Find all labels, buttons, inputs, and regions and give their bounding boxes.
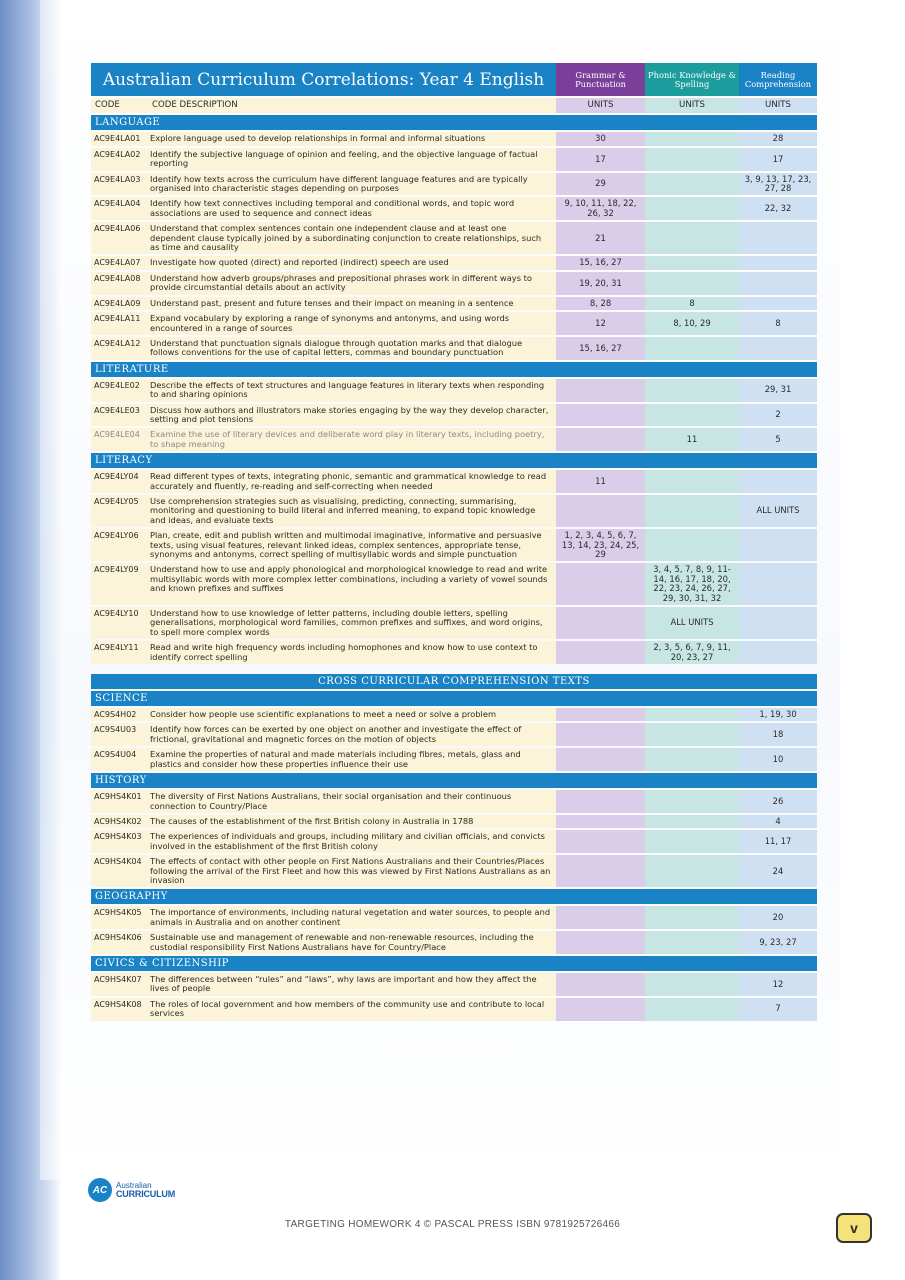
phonic-units-cell	[645, 272, 739, 295]
table-row	[91, 748, 817, 771]
grammar-units-cell: 8, 28	[556, 297, 645, 310]
phonic-units-cell	[645, 748, 739, 771]
phonic-units-cell	[645, 173, 739, 196]
table-row	[91, 708, 817, 721]
grammar-units-cell	[556, 855, 645, 887]
phonic-units-cell	[645, 197, 739, 220]
grammar-units-cell	[556, 563, 645, 605]
grammar-units-cell	[556, 708, 645, 721]
phonic-units-cell	[645, 337, 739, 360]
description-cell: Discuss how authors and illustrators make stories engaging by the way they develop character, setting and plot tensions	[148, 404, 556, 427]
grammar-units-cell: 30	[556, 132, 645, 145]
page-number-badge: v	[836, 1213, 872, 1243]
section-header-row	[91, 453, 817, 468]
table-row	[91, 830, 817, 853]
phonic-units-label: UNITS	[645, 98, 739, 113]
table-row	[91, 563, 817, 605]
phonic-units-cell: 8	[645, 297, 739, 310]
description-cell: Understand past, present and future tenses and their impact on meaning in a sentence	[148, 297, 556, 310]
grammar-units-cell: 21	[556, 222, 645, 254]
table-row	[91, 470, 817, 493]
table-row	[91, 256, 817, 269]
grammar-units-cell: 15, 16, 27	[556, 256, 645, 269]
reading-units-cell: 4	[739, 815, 817, 828]
reading-units-cell: 29, 31	[739, 379, 817, 402]
grammar-units-cell	[556, 428, 645, 451]
reading-units-cell	[739, 470, 817, 493]
code-cell: AC9E4LA02	[91, 148, 148, 171]
code-cell: AC9HS4K03	[91, 830, 148, 853]
code-cell: AC9E4LY09	[91, 563, 148, 605]
phonic-units-cell	[645, 148, 739, 171]
code-cell: AC9HS4K07	[91, 973, 148, 996]
section-header-row	[91, 115, 817, 130]
description-cell: Understand how to use knowledge of letter patterns, including double letters, spelling generalisations, morphological word families, common prefixes and suffixes, and word origins, to spell more complex words	[148, 607, 556, 639]
table-row	[91, 607, 817, 639]
reading-units-cell	[739, 607, 817, 639]
phonic-units-cell	[645, 379, 739, 402]
phonic-units-cell	[645, 222, 739, 254]
phonic-units-cell	[645, 529, 739, 561]
code-cell: AC9E4LY04	[91, 470, 148, 493]
reading-units-cell: 11, 17	[739, 830, 817, 853]
table-row	[91, 379, 817, 402]
phonic-units-cell	[645, 470, 739, 493]
cross-sections	[91, 691, 817, 1021]
phonic-column-header: Phonic Knowledge & Spelling	[645, 63, 739, 96]
reading-units-cell	[739, 641, 817, 664]
reading-units-cell: 24	[739, 855, 817, 887]
code-cell: AC9E4LA11	[91, 312, 148, 335]
description-cell: Read different types of texts, integrating phonic, semantic and grammatical knowledge to read accurately and fluently, re-reading and self-correcting when needed	[148, 470, 556, 493]
code-cell: AC9E4LE04	[91, 428, 148, 451]
section-title: LANGUAGE	[91, 115, 817, 130]
section-title: SCIENCE	[91, 691, 817, 706]
code-cell: AC9S4H02	[91, 708, 148, 721]
grammar-units-cell: 29	[556, 173, 645, 196]
description-cell: The importance of environments, including natural vegetation and water sources, to people and animals in Australia and on another continent	[148, 906, 556, 929]
section-header-row	[91, 362, 817, 377]
grammar-units-cell	[556, 641, 645, 664]
grammar-units-cell	[556, 379, 645, 402]
code-cell: AC9E4LY10	[91, 607, 148, 639]
grammar-units-cell	[556, 790, 645, 813]
reading-units-cell: ALL UNITS	[739, 495, 817, 527]
code-label: CODE	[91, 98, 148, 113]
reading-units-cell: 5	[739, 428, 817, 451]
cross-curricular-banner: CROSS CURRICULAR COMPREHENSION TEXTS	[91, 674, 817, 689]
description-cell: The causes of the establishment of the first British colony in Australia in 1788	[148, 815, 556, 828]
grammar-units-label: UNITS	[556, 98, 645, 113]
description-cell: Investigate how quoted (direct) and reported (indirect) speech are used	[148, 256, 556, 269]
code-cell: AC9E4LA09	[91, 297, 148, 310]
grammar-units-cell: 12	[556, 312, 645, 335]
correlations-table	[91, 61, 817, 1023]
phonic-units-cell	[645, 931, 739, 954]
reading-units-cell	[739, 529, 817, 561]
reading-units-cell: 10	[739, 748, 817, 771]
description-cell: Describe the effects of text structures and language features in literary texts when responding to and sharing opinions	[148, 379, 556, 402]
phonic-units-cell	[645, 132, 739, 145]
table-row	[91, 312, 817, 335]
footer-publisher-text: TARGETING HOMEWORK 4 © PASCAL PRESS ISBN 9781925726466	[284, 1219, 621, 1230]
reading-units-cell: 9, 23, 27	[739, 931, 817, 954]
phonic-units-cell: 11	[645, 428, 739, 451]
reading-units-cell	[739, 256, 817, 269]
phonic-units-cell	[645, 830, 739, 853]
description-cell: Identify how texts across the curriculum have different language features and are typically organised into characteristic stages depending on purposes	[148, 173, 556, 196]
description-cell: Identify how forces can be exerted by one object on another and investigate the effect of frictional, gravitational and magnetic forces on the motion of objects	[148, 723, 556, 746]
code-description-label: CODE DESCRIPTION	[148, 98, 556, 113]
reading-units-cell	[739, 337, 817, 360]
table-row	[91, 855, 817, 887]
grammar-units-cell	[556, 998, 645, 1021]
code-cell: AC9HS4K08	[91, 998, 148, 1021]
description-cell: The effects of contact with other people on First Nations Australians and their Countries/Places following the arrival of the First Fleet and how this was viewed by First Nations Australians as an invasion	[148, 855, 556, 887]
grammar-units-cell	[556, 973, 645, 996]
phonic-units-cell	[645, 973, 739, 996]
reading-units-cell: 20	[739, 906, 817, 929]
description-cell: Sustainable use and management of renewable and non-renewable resources, including the custodial responsibility First Nations Australians have for Country/Place	[148, 931, 556, 954]
reading-units-cell: 17	[739, 148, 817, 171]
code-cell: AC9E4LA06	[91, 222, 148, 254]
ac-logo-icon: AC	[88, 1178, 112, 1202]
reading-units-cell: 3, 9, 13, 17, 23, 27, 28	[739, 173, 817, 196]
section-header-row	[91, 691, 817, 706]
cross-banner-body	[91, 666, 817, 689]
description-cell: Expand vocabulary by exploring a range of synonyms and antonyms, and using words encountered in a range of sources	[148, 312, 556, 335]
reading-units-cell: 22, 32	[739, 197, 817, 220]
reading-units-cell: 2	[739, 404, 817, 427]
code-cell: AC9HS4K02	[91, 815, 148, 828]
table-row	[91, 495, 817, 527]
code-cell: AC9E4LA12	[91, 337, 148, 360]
phonic-units-cell	[645, 708, 739, 721]
grammar-units-cell	[556, 723, 645, 746]
phonic-units-cell	[645, 404, 739, 427]
main-sections	[91, 115, 817, 664]
grammar-units-cell	[556, 830, 645, 853]
reading-units-cell: 26	[739, 790, 817, 813]
reading-units-cell: 7	[739, 998, 817, 1021]
description-cell: Understand that punctuation signals dialogue through quotation marks and that dialogue follows conventions for the use of capital letters, commas and boundary punctuation	[148, 337, 556, 360]
table-row	[91, 404, 817, 427]
description-cell: Understand how to use and apply phonological and morphological knowledge to read and write multisyllabic words with more complex letter combinations, including a variety of vowel sounds and known prefixes and suffixes	[148, 563, 556, 605]
section-title: HISTORY	[91, 773, 817, 788]
grammar-units-cell	[556, 748, 645, 771]
phonic-units-cell	[645, 256, 739, 269]
grammar-units-cell: 19, 20, 31	[556, 272, 645, 295]
code-cell: AC9E4LA07	[91, 256, 148, 269]
section-title: GEOGRAPHY	[91, 889, 817, 904]
description-cell: Plan, create, edit and publish written and multimodal imaginative, informative and persuasive texts, using visual features, relevant linked ideas, complex sentences, appropriate tense, synonyms and antonyms, correct spelling of multisyllabic words and simple punctuation	[148, 529, 556, 561]
section-header-row	[91, 889, 817, 904]
australian-curriculum-logo	[88, 1178, 175, 1202]
grammar-units-cell: 11	[556, 470, 645, 493]
section-header-row	[91, 773, 817, 788]
description-cell: Examine the properties of natural and made materials including fibres, metals, glass and plastics and consider how these properties influence their use	[148, 748, 556, 771]
table-row	[91, 973, 817, 996]
description-cell: Identify how text connectives including temporal and conditional words, and topic word associations are used to sequence and connect ideas	[148, 197, 556, 220]
code-cell: AC9E4LE03	[91, 404, 148, 427]
phonic-units-cell: 8, 10, 29	[645, 312, 739, 335]
code-cell: AC9HS4K06	[91, 931, 148, 954]
phonic-units-cell: 3, 4, 5, 7, 8, 9, 11-14, 16, 17, 18, 20, 22, 23, 24, 26, 27, 29, 30, 31, 32	[645, 563, 739, 605]
table-row	[91, 790, 817, 813]
code-cell: AC9E4LA01	[91, 132, 148, 145]
code-cell: AC9HS4K04	[91, 855, 148, 887]
phonic-units-cell: 2, 3, 5, 6, 7, 9, 11, 20, 23, 27	[645, 641, 739, 664]
grammar-units-cell	[556, 495, 645, 527]
table-row	[91, 173, 817, 196]
table-row	[91, 132, 817, 145]
reading-units-cell: 1, 19, 30	[739, 708, 817, 721]
description-cell: Read and write high frequency words including homophones and know how to use context to identify correct spelling	[148, 641, 556, 664]
table-row	[91, 337, 817, 360]
phonic-units-cell	[645, 815, 739, 828]
description-cell: The roles of local government and how members of the community use and contribute to local services	[148, 998, 556, 1021]
phonic-units-cell	[645, 495, 739, 527]
phonic-units-cell	[645, 998, 739, 1021]
phonic-units-cell	[645, 855, 739, 887]
code-cell: AC9E4LY11	[91, 641, 148, 664]
grammar-units-cell	[556, 404, 645, 427]
table-row	[91, 272, 817, 295]
grammar-units-cell: 9, 10, 11, 18, 22, 26, 32	[556, 197, 645, 220]
table-row	[91, 529, 817, 561]
code-cell: AC9E4LE02	[91, 379, 148, 402]
section-title: LITERATURE	[91, 362, 817, 377]
code-cell: AC9E4LA08	[91, 272, 148, 295]
code-cell: AC9E4LY06	[91, 529, 148, 561]
reading-units-cell	[739, 297, 817, 310]
description-cell: The experiences of individuals and groups, including military and civilian officials, and convicts involved in the establishment of the first British colony	[148, 830, 556, 853]
code-cell: AC9E4LY05	[91, 495, 148, 527]
section-title: CIVICS & CITIZENSHIP	[91, 956, 817, 971]
table-row	[91, 197, 817, 220]
reading-units-cell	[739, 222, 817, 254]
description-cell: Examine the use of literary devices and deliberate word play in literary texts, including poetry, to shape meaning	[148, 428, 556, 451]
logo-line-1: Australian	[116, 1181, 152, 1190]
table-row	[91, 428, 817, 451]
phonic-units-cell	[645, 906, 739, 929]
description-cell: The diversity of First Nations Australians, their social organisation and their continuous connection to Country/Place	[148, 790, 556, 813]
description-cell: Understand that complex sentences contain one independent clause and at least one dependent clause typically joined by a subordinating conjunction to create relationships, such as time and causality	[148, 222, 556, 254]
grammar-units-cell	[556, 931, 645, 954]
grammar-units-cell	[556, 906, 645, 929]
table-row	[91, 906, 817, 929]
reading-units-label: UNITS	[739, 98, 817, 113]
code-cell: AC9HS4K05	[91, 906, 148, 929]
description-cell: The differences between “rules” and “laws”, why laws are important and how they affect the lives of people	[148, 973, 556, 996]
grammar-units-cell	[556, 607, 645, 639]
reading-units-cell: 18	[739, 723, 817, 746]
table-row	[91, 641, 817, 664]
reading-units-cell: 12	[739, 973, 817, 996]
grammar-units-cell: 17	[556, 148, 645, 171]
correlations-sheet	[91, 61, 817, 1023]
table-row	[91, 723, 817, 746]
reading-units-cell	[739, 272, 817, 295]
table-row	[91, 815, 817, 828]
table-row	[91, 297, 817, 310]
code-cell: AC9S4U03	[91, 723, 148, 746]
phonic-units-cell	[645, 723, 739, 746]
phonic-units-cell: ALL UNITS	[645, 607, 739, 639]
code-cell: AC9HS4K01	[91, 790, 148, 813]
reading-units-cell: 8	[739, 312, 817, 335]
description-cell: Consider how people use scientific explanations to meet a need or solve a problem	[148, 708, 556, 721]
table-row	[91, 998, 817, 1021]
description-cell: Identify the subjective language of opinion and feeling, and the objective language of factual reporting	[148, 148, 556, 171]
section-header-row	[91, 956, 817, 971]
grammar-column-header: Grammar & Punctuation	[556, 63, 645, 96]
description-cell: Understand how adverb groups/phrases and prepositional phrases work in different ways to provide circumstantial details about an activity	[148, 272, 556, 295]
table-row	[91, 222, 817, 254]
table-row	[91, 931, 817, 954]
table-row	[91, 148, 817, 171]
logo-line-2: CURRICULUM	[116, 1189, 175, 1199]
grammar-units-cell: 15, 16, 27	[556, 337, 645, 360]
description-cell: Use comprehension strategies such as visualising, predicting, connecting, summarising, monitoring and questioning to build literal and inferred meaning, to expand topic knowledge and ideas, and evaluate texts	[148, 495, 556, 527]
reading-units-cell: 28	[739, 132, 817, 145]
code-cell: AC9E4LA04	[91, 197, 148, 220]
reading-units-cell	[739, 563, 817, 605]
page-title: Australian Curriculum Correlations: Year 4 English	[91, 63, 556, 96]
grammar-units-cell	[556, 815, 645, 828]
code-cell: AC9S4U04	[91, 748, 148, 771]
reading-column-header: Reading Comprehension	[739, 63, 817, 96]
phonic-units-cell	[645, 790, 739, 813]
code-cell: AC9E4LA03	[91, 173, 148, 196]
section-title: LITERACY	[91, 453, 817, 468]
grammar-units-cell: 1, 2, 3, 4, 5, 6, 7, 13, 14, 23, 24, 25, 29	[556, 529, 645, 561]
description-cell: Explore language used to develop relationships in formal and informal situations	[148, 132, 556, 145]
